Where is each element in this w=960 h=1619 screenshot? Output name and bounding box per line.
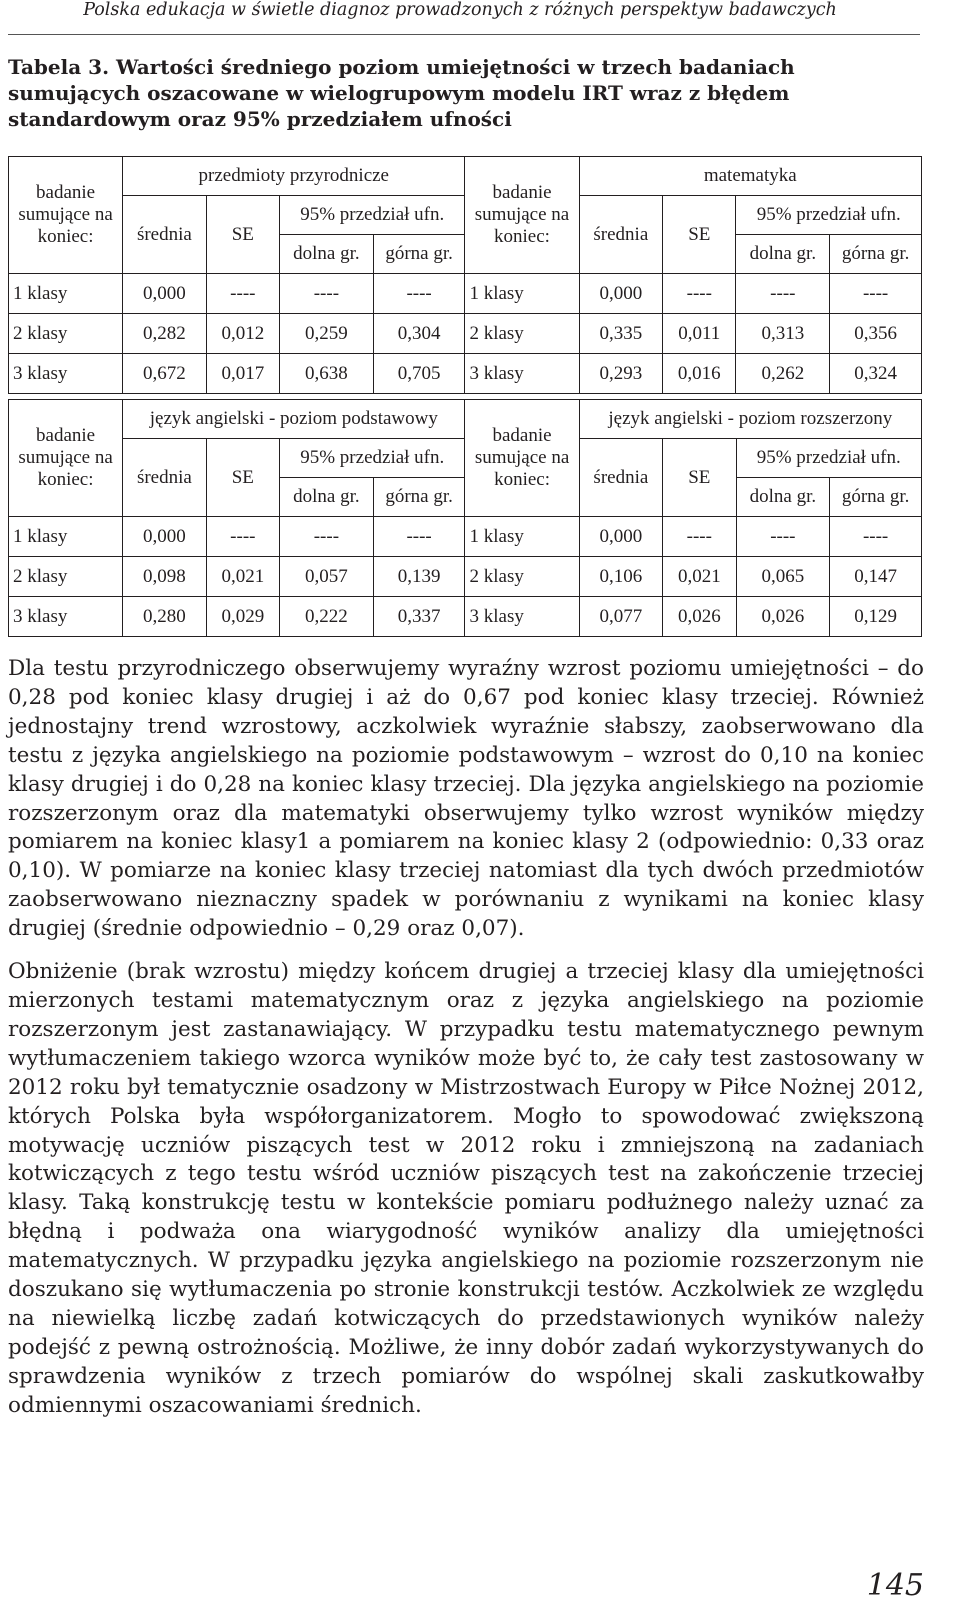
cell-mean: 0,280 bbox=[123, 597, 207, 637]
subject-header: język angielski - poziom rozszerzony bbox=[579, 400, 921, 439]
cell-mean: 0,672 bbox=[123, 354, 207, 394]
header-mean: średnia bbox=[123, 196, 207, 274]
subject-header: przedmioty przyrodnicze bbox=[123, 157, 465, 196]
cell-mean: 0,000 bbox=[123, 274, 207, 314]
cell-upper: ---- bbox=[830, 517, 922, 557]
header-mean: średnia bbox=[579, 196, 663, 274]
cell-upper: 0,337 bbox=[373, 597, 465, 637]
cell-se: ---- bbox=[663, 274, 736, 314]
cell-upper: 0,356 bbox=[830, 314, 922, 354]
running-header: Polska edukacja w świetle diagnoz prowadzonych z różnych perspektyw badawczych bbox=[83, 0, 837, 20]
row-label: 2 klasy bbox=[465, 557, 579, 597]
cell-upper: 0,705 bbox=[373, 354, 465, 394]
row-label: 1 klasy bbox=[465, 517, 579, 557]
row-label: 2 klasy bbox=[465, 314, 579, 354]
cell-upper: ---- bbox=[830, 274, 922, 314]
cell-upper: ---- bbox=[373, 517, 465, 557]
header-upper: górna gr. bbox=[830, 478, 922, 517]
header-mean: średnia bbox=[579, 439, 663, 517]
header-ci: 95% przedział ufn. bbox=[736, 439, 922, 478]
header-se: SE bbox=[663, 196, 736, 274]
row-label: 3 klasy bbox=[465, 354, 579, 394]
row-label: 3 klasy bbox=[465, 597, 579, 637]
cell-mean: 0,106 bbox=[579, 557, 663, 597]
header-mean: średnia bbox=[123, 439, 207, 517]
paragraph: Obniżenie (brak wzrostu) między końcem drugiej a trzeciej klasy dla umiejętności mierzonych testami matematycznym oraz z języka angielskiego na poziomie rozszerzonym jest zastanawiający. W przypadku testu matematycznego pewnym wytłumaczeniem takiego wzorca wyników może być to, że cały test zastosowany w 2012 roku był tematycznie osadzony w Mistrzostwach Europy w Piłce Nożnej 2012, których Polska była współorganizatorem. Mogło to spowodować zwiększoną motywację uczniów piszących test w 2012 roku i zmniejszoną na zadaniach kotwiczących z tego testu wśród uczniów piszących test na zakończenie trzeciej klasy. Taką konstrukcję testu w kontekście pomiaru podłużnego należy uznać za błędną i podważa ona wiarygodność wyników analizy dla umiejętności matematycznych. W przypadku języka angielskiego na poziomie rozszerzonym nie doszukano się wytłumaczenia po stronie konstrukcji testów. Aczkolwiek ze względu na niewielką liczbę zadań kotwiczących do przedstawionych wyników należy podejść z pewną ostrożnością. Możliwe, że inny dobór zadań wykorzystywanych do sprawdzenia wyników z trzech pomiarów do wspólnej skali zaskutkowałby odmiennymi oszacowaniami średnich. bbox=[8, 959, 924, 1418]
body-text bbox=[8, 655, 924, 1435]
row-label: 3 klasy bbox=[9, 597, 123, 637]
header-upper: górna gr. bbox=[830, 235, 922, 274]
cell-upper: 0,129 bbox=[830, 597, 922, 637]
cell-upper: 0,324 bbox=[830, 354, 922, 394]
cell-lower: 0,638 bbox=[280, 354, 374, 394]
table-caption: Tabela 3. Wartości średniego poziom umiejętności w trzech badaniach sumujących oszacowane w wielogrupowym modelu IRT wraz z błędem standardowym oraz 95% przedziałem ufności bbox=[8, 55, 795, 131]
cell-lower: 0,259 bbox=[280, 314, 374, 354]
cell-lower: 0,057 bbox=[280, 557, 374, 597]
table-row bbox=[9, 557, 922, 597]
header-divider bbox=[8, 34, 920, 35]
cell-lower: ---- bbox=[280, 517, 374, 557]
cell-mean: 0,000 bbox=[579, 517, 663, 557]
cell-se: ---- bbox=[663, 517, 736, 557]
header-badanie: badanie sumujące na koniec: bbox=[9, 400, 123, 517]
header-lower: dolna gr. bbox=[736, 478, 830, 517]
results-table-2 bbox=[8, 399, 922, 637]
header-se: SE bbox=[206, 439, 279, 517]
table-row bbox=[9, 354, 922, 394]
subject-header: język angielski - poziom podstawowy bbox=[123, 400, 465, 439]
cell-se: ---- bbox=[206, 274, 279, 314]
cell-lower: ---- bbox=[280, 274, 374, 314]
header-badanie: badanie sumujące na koniec: bbox=[465, 157, 579, 274]
cell-se: 0,026 bbox=[663, 597, 736, 637]
row-label: 3 klasy bbox=[9, 354, 123, 394]
cell-se: 0,016 bbox=[663, 354, 736, 394]
subject-header: matematyka bbox=[579, 157, 921, 196]
header-se: SE bbox=[663, 439, 736, 517]
cell-mean: 0,077 bbox=[579, 597, 663, 637]
cell-upper: 0,304 bbox=[373, 314, 465, 354]
table-row bbox=[9, 314, 922, 354]
cell-lower: 0,026 bbox=[736, 597, 830, 637]
cell-mean: 0,000 bbox=[123, 517, 207, 557]
row-label: 2 klasy bbox=[9, 557, 123, 597]
cell-se: 0,011 bbox=[663, 314, 736, 354]
header-lower: dolna gr. bbox=[736, 235, 830, 274]
cell-lower: 0,262 bbox=[736, 354, 830, 394]
cell-se: 0,029 bbox=[206, 597, 279, 637]
cell-se: ---- bbox=[206, 517, 279, 557]
cell-upper: ---- bbox=[373, 274, 465, 314]
cell-se: 0,021 bbox=[206, 557, 279, 597]
cell-mean: 0,293 bbox=[579, 354, 663, 394]
row-label: 1 klasy bbox=[9, 517, 123, 557]
cell-lower: 0,313 bbox=[736, 314, 830, 354]
cell-mean: 0,098 bbox=[123, 557, 207, 597]
row-label: 1 klasy bbox=[465, 274, 579, 314]
table-row bbox=[9, 274, 922, 314]
cell-se: 0,017 bbox=[206, 354, 279, 394]
header-lower: dolna gr. bbox=[280, 478, 374, 517]
cell-lower: 0,065 bbox=[736, 557, 830, 597]
header-ci: 95% przedział ufn. bbox=[280, 196, 465, 235]
cell-lower: ---- bbox=[736, 274, 830, 314]
cell-upper: 0,139 bbox=[373, 557, 465, 597]
header-upper: górna gr. bbox=[373, 235, 465, 274]
header-ci: 95% przedział ufn. bbox=[280, 439, 465, 478]
header-badanie: badanie sumujące na koniec: bbox=[465, 400, 579, 517]
cell-mean: 0,335 bbox=[579, 314, 663, 354]
paragraph: Dla testu przyrodniczego obserwujemy wyraźny wzrost poziomu umiejętności – do 0,28 pod koniec klasy drugiej i aż do 0,67 pod koniec klasy trzeciej. Również jednostajny trend wzrostowy, aczkolwiek wyraźnie słabszy, zaobserwowano dla testu z języka angielskiego na poziomie podstawowym – wzrost do 0,10 na koniec klasy drugiej i do 0,28 na koniec klasy trzeciej. Dla języka angielskiego na poziomie rozszerzonym oraz dla matematyki obserwujemy tylko wzrost wyników między pomiarem na koniec klasy1 a pomiarem na koniec klasy 2 (odpowiednio: 0,33 oraz 0,10). W pomiarze na koniec klasy trzeciej natomiast dla tych dwóch przedmiotów zaobserwowano nieznaczny spadek w porównaniu z wynikami na koniec klasy drugiej (średnie odpowiednio – 0,29 oraz 0,07). bbox=[8, 656, 924, 942]
header-badanie: badanie sumujące na koniec: bbox=[9, 157, 123, 274]
cell-lower: ---- bbox=[736, 517, 830, 557]
table-row bbox=[9, 517, 922, 557]
results-table-1 bbox=[8, 156, 922, 394]
cell-mean: 0,000 bbox=[579, 274, 663, 314]
cell-lower: 0,222 bbox=[280, 597, 374, 637]
page-number: 145 bbox=[866, 1568, 924, 1603]
cell-upper: 0,147 bbox=[830, 557, 922, 597]
table-row bbox=[9, 597, 922, 637]
header-se: SE bbox=[206, 196, 279, 274]
cell-se: 0,012 bbox=[206, 314, 279, 354]
cell-mean: 0,282 bbox=[123, 314, 207, 354]
header-ci: 95% przedział ufn. bbox=[736, 196, 922, 235]
header-lower: dolna gr. bbox=[280, 235, 374, 274]
row-label: 2 klasy bbox=[9, 314, 123, 354]
row-label: 1 klasy bbox=[9, 274, 123, 314]
header-upper: górna gr. bbox=[373, 478, 465, 517]
cell-se: 0,021 bbox=[663, 557, 736, 597]
